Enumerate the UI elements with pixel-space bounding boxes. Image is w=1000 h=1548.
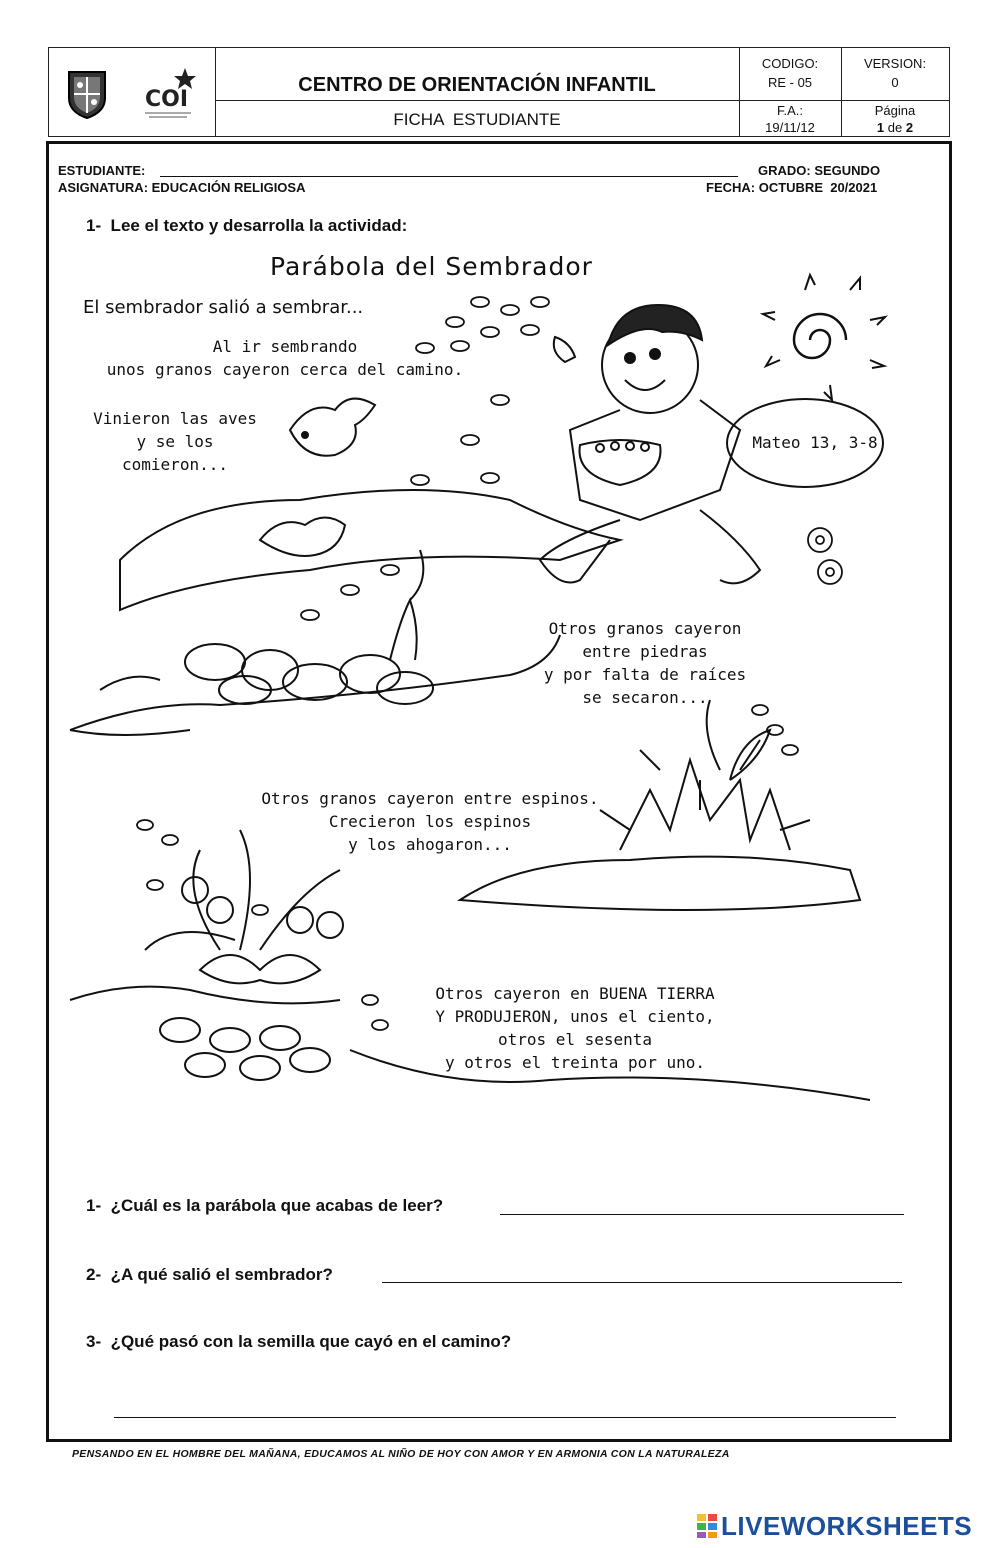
grade-label: GRADO: SEGUNDO: [758, 163, 881, 178]
codigo-value: RE - 05: [767, 75, 813, 90]
answer-1-field[interactable]: [500, 1214, 904, 1215]
path-ground: [120, 490, 620, 610]
rocks-drawing: [70, 550, 560, 735]
parable-title: Parábola del Sembrador: [270, 252, 593, 281]
svg-text:COI: COI: [145, 87, 189, 112]
school-name: CENTRO DE ORIENTACIÓN INFANTIL: [298, 74, 656, 96]
version-label: VERSION:: [863, 56, 927, 71]
instruction-text: 1- Lee el texto y desarrolla la actividad:: [86, 216, 408, 235]
coi-logo: [141, 66, 201, 124]
pagina-label: Página: [874, 103, 916, 118]
question-3: 3- ¿Qué pasó con la semilla que cayó en el camino?: [86, 1332, 512, 1351]
story-block-6: Otros cayeron en BUENA TIERRA Y PRODUJERON, unos el ciento, otros el sesenta y otros el treinta por uno.: [435, 984, 715, 1072]
story-line-1: El sembrador salió a sembrar...: [83, 297, 364, 318]
sheet-subtitle: FICHA ESTUDIANTE: [393, 110, 561, 129]
student-label: ESTUDIANTE:: [58, 163, 146, 178]
flower-doodles: [808, 528, 842, 584]
fa-label: F.A.:: [776, 103, 803, 118]
scripture-reference: Mateo 13, 3-8: [752, 433, 878, 452]
fa-value: 19/11/12: [765, 120, 815, 135]
liveworksheets-brand: [696, 1512, 972, 1540]
sun-drawing: [763, 275, 885, 400]
liveworksheets-icon: [696, 1513, 718, 1539]
story-block-2: Al ir sembrando unos granos cayeron cerca del camino.: [106, 337, 464, 379]
question-2: 2- ¿A qué salió el sembrador?: [86, 1265, 333, 1284]
subject-label: ASIGNATURA: EDUCACIÓN RELIGIOSA: [58, 180, 306, 195]
brand-name[interactable]: LIVEWORKSHEETS: [721, 1510, 973, 1541]
story-block-5: Otros granos cayeron entre espinos. Crecieron los espinos y los ahogaron...: [261, 789, 599, 854]
footer-motto: PENSANDO EN EL HOMBRE DEL MAÑANA, EDUCAMOS AL NIÑO DE HOY CON AMOR Y EN ARMONIA CON LA NATURALEZA: [72, 1448, 730, 1460]
answer-3-field[interactable]: [114, 1417, 896, 1418]
codigo-label: CODIGO:: [761, 56, 819, 71]
student-name-field[interactable]: [160, 176, 738, 177]
story-block-3: Vinieron las aves y se los comieron...: [93, 409, 257, 474]
version-value: 0: [891, 75, 899, 90]
school-shield-logo: [65, 68, 109, 120]
answer-2-field[interactable]: [382, 1282, 902, 1283]
page-number: 1 de 2: [876, 120, 914, 135]
story-block-4: Otros granos cayeron entre piedras y por falta de raíces se secaron...: [543, 619, 747, 707]
date-label: FECHA: OCTUBRE 20/2021: [706, 180, 878, 195]
question-1: 1- ¿Cuál es la parábola que acabas de leer?: [86, 1196, 444, 1215]
header-table: [48, 47, 950, 137]
